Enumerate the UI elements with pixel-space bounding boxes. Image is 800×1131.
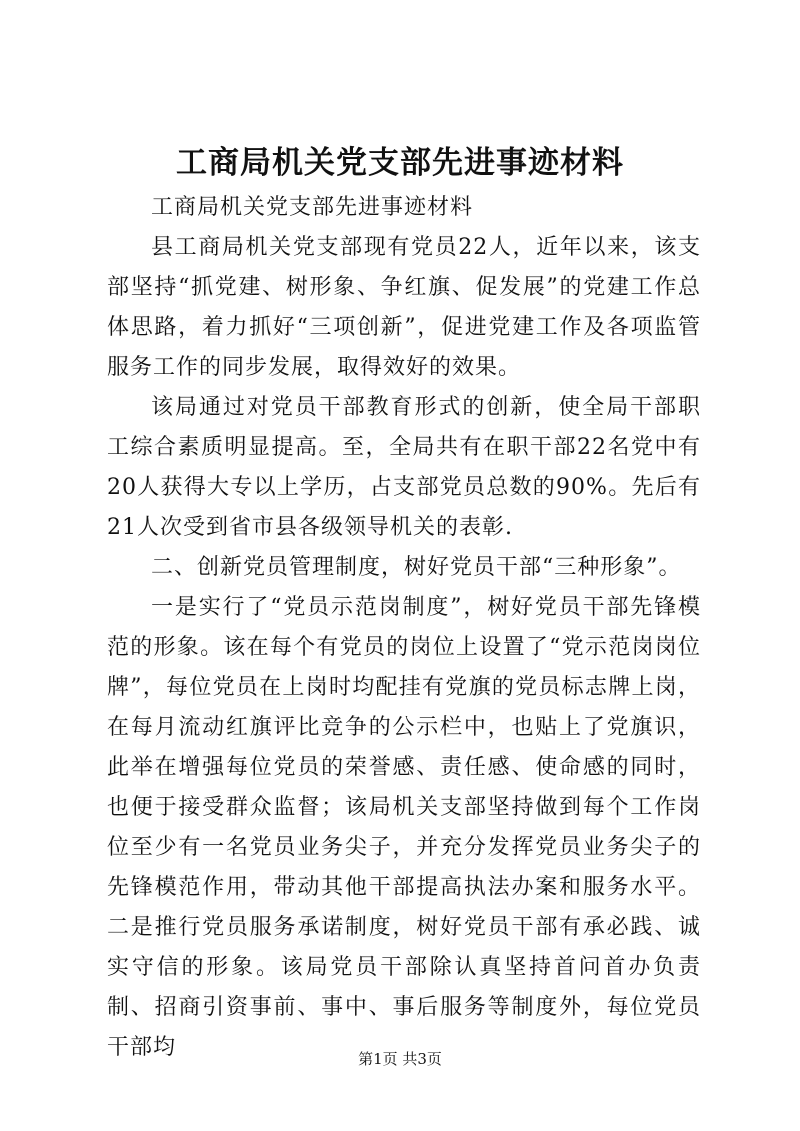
document-title: 工商局机关党支部先进事迹材料	[176, 145, 624, 181]
paragraph-management: 一是实行了“党员示范岗制度”，树好党员干部先锋模范的形象。该在每个有党员的岗位上设置了“党示范岗岗位牌”，每位党员在上岗时均配挂有党旗的党员标志牌上岗，在每月流动红旗评比竞争的公示栏中，也贴上了党旗识，此举在增强每位党员的荣誉感、责任感、使命感的同时，也便于接受群众监督；该局机关支部坚持做到每个工作岗位至少有一名党员业务尖子，并充分发挥党员业务尖子的先锋模范作用，带动其他干部提高执法办案和服务水平。二是推行党员服务承诺制度，树好党员干部有承必践、诚实守信的形象。该局党员干部除认真坚持首问首办负责制、招商引资事前、事中、事后服务等制度外，每位党员干部均	[107, 595, 701, 1060]
paragraph-intro: 县工商局机关党支部现有党员22人，近年以来，该支部坚持“抓党建、树形象、争红旗、促发展”的党建工作总体思路，着力抓好“三项创新”，促进党建工作及各项监管服务工作的同步发展，取得效好的效果。	[107, 235, 701, 380]
paragraph-section-heading: 二、创新党员管理制度，树好党员干部“三种形象”。	[151, 555, 682, 580]
document-body	[107, 188, 701, 1068]
paragraph-subtitle: 工商局机关党支部先进事迹材料	[151, 195, 474, 220]
page-number-footer: 第1页 共3页	[358, 1050, 442, 1068]
paragraph-education: 该局通过对党员干部教育形式的创新，使全局干部职工综合素质明显提高。至，全局共有在职干部22名党中有20人获得大专以上学历，占支部党员总数的90%。先后有21人次受到省市县各级领导机关的表彰.	[107, 395, 701, 540]
